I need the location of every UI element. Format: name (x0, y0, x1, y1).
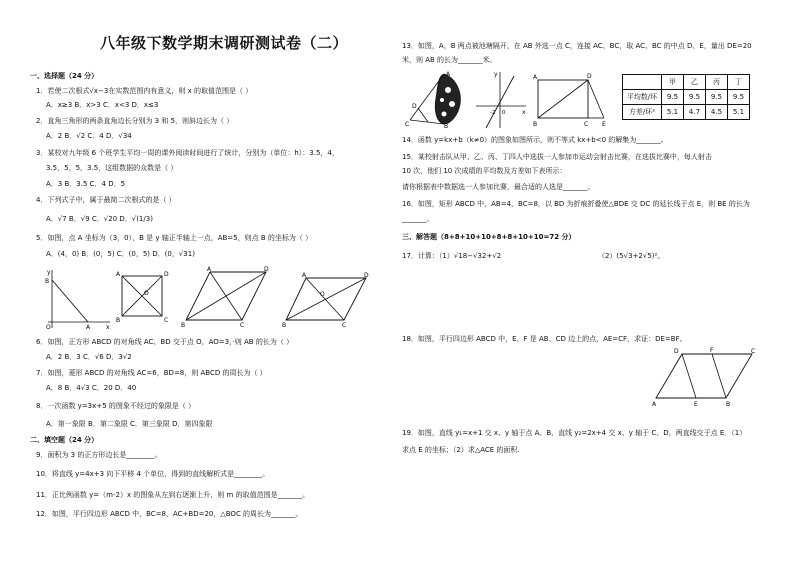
question-2-options: A．2 B．√2 C．4 D．√34 (46, 132, 132, 140)
label-y: y (47, 269, 51, 276)
table-row (623, 105, 750, 120)
question-7-options: A．8 B．4√3 C．20 D．40 (46, 384, 137, 392)
label-B: B (45, 278, 50, 285)
label-y: y (494, 71, 498, 78)
question-12: 12．如图，平行四边形 ABCD 中，BC=8，AC+BD=20，△BOC 的周长为_______。 (36, 510, 303, 518)
question-7: 7．如图，菱形 ABCD 的对角线 AC=6，BD=8，则 ABCD 的周长为（ ） (36, 369, 267, 377)
label-C: C (584, 121, 589, 128)
label-C: C (240, 322, 245, 328)
label-C: C (751, 348, 756, 355)
question-17-part-2: （2）(5√3+2√5)²。 (598, 252, 665, 260)
table-cell (623, 75, 662, 90)
table-cell: 5.1 (728, 105, 750, 120)
table-cell: 甲 (662, 75, 684, 90)
q18-parallelogram-diagram (652, 346, 762, 408)
label-D: D (587, 73, 592, 80)
question-8: 8．一次函数 y=3x+5 的图象不经过的象限是（ ） (36, 402, 196, 410)
question-1-options: A．x≥3 B．x>3 C．x<3 D．x≤3 (46, 101, 159, 109)
question-16-cont: _______。 (402, 215, 434, 223)
table-cell: 乙 (684, 75, 706, 90)
label-B: B (444, 123, 449, 128)
label-A: A (533, 74, 538, 81)
question-1: 1．若使二次根式√x−3在实数范围内有意义，则 x 的取值范围是（ ） (36, 87, 253, 95)
question-3: 3．某校对九年级 6 个班学生平均一周的课外阅读时间进行了统计，分别为（单位：h）：3.5，4， (36, 149, 339, 157)
table-cell: 5.1 (662, 105, 684, 120)
label-D: D (364, 272, 369, 279)
label-B: B (116, 317, 121, 324)
label-A: A (446, 71, 451, 78)
q6-square-diagram (114, 268, 170, 324)
question-5-options: A．(4，0) B．(0，5) C．(0，5) D．(0，√31) (46, 250, 195, 258)
page-title: 八年级下数学期末调研测试卷（二） (100, 34, 349, 52)
table-cell: 丁 (728, 75, 750, 90)
label-C: C (342, 322, 347, 328)
label-A: A (86, 324, 91, 331)
label-C: C (405, 121, 410, 128)
question-8-options: A．第一象限 B．第二象限 C．第三象限 D．第四象限 (46, 420, 213, 428)
question-16: 16．如图，矩形 ABCD 中，AB=4，BC=8，以 BD 为折痕折叠使△BDE 交 DC 的延长线于点 E，则 BE 的长为 (402, 200, 750, 208)
label-E: E (602, 121, 606, 128)
label-E: E (694, 401, 698, 408)
question-4-options: A．√7 B．√9 C．√20 D．√(1/3) (46, 215, 153, 223)
label-zero: 0 (502, 110, 506, 116)
label-A: A (207, 266, 212, 273)
question-19: 19．如图，直线 y₁=x+1 交 x、y 轴于点 A、B，直线 y₂=2x+4 交 x、y 轴于 C、D，两直线交于点 E．（1） (402, 429, 747, 437)
question-10: 10．将直线 y=4x+3 向下平移 4 个单位，得到的直线解析式是________。 (36, 470, 270, 478)
label-B: B (726, 401, 731, 408)
question-15-prompt: 请你根据表中数据选一人参加比赛，最合适的人选是_______。 (402, 183, 595, 191)
question-18: 18．如图，平行四边形 ABCD 中，E、F 是 AB、CD 边上的点，AE=CF，求证：DE=BF。 (402, 335, 687, 343)
question-15-cont: 10 次，他们 10 次成绩的平均数及方差如下表所示： (402, 167, 567, 175)
label-O: O (144, 290, 149, 297)
label-O: O (320, 291, 325, 298)
table-header-row (623, 75, 750, 90)
question-3-cont: 3.5，5，5，3.5，这组数据的众数是（ ） (46, 164, 178, 172)
question-6: 6．如图，正方形 ABCD 的对角线 AC、BD 交于点 O，AO=3，·则 AB 的长为（ ） (36, 338, 294, 346)
label-neg2: -2 (490, 110, 496, 116)
question-15: 15．某校射击队从甲、乙、丙、丁四人中选拔一人参加市运动会射击比赛，在选拔比赛中，每人射击 (402, 153, 712, 161)
table-cell: 9.5 (728, 90, 750, 105)
label-A: A (652, 401, 657, 408)
q14-line-graph (474, 70, 528, 130)
label-D: D (164, 271, 169, 278)
table-cell: 4.5 (706, 105, 728, 120)
table-cell: 9.5 (662, 90, 684, 105)
table-cell: 方差/环² (623, 105, 662, 120)
table-cell: 9.5 (706, 90, 728, 105)
label-B: B (282, 322, 287, 328)
label-D: D (674, 348, 679, 355)
question-11: 11．正比例函数 y=（m-2）x 的图象从左到右逐渐上升，则 m 的取值范围是_______。 (36, 491, 310, 499)
question-5: 5．如图，点 A 坐标为（3，0），B 是 y 轴正半轴上一点，AB=5，则点 B 的坐标为（ ） (36, 234, 313, 242)
section-fill: 二、填空题（24 分） (30, 436, 99, 444)
question-2: 2．直角三角形的两条直角边长分别为 3 和 5，则斜边长为（ ） (36, 117, 234, 125)
question-13-cont: 米，则 AB 的长为_______米。 (402, 56, 497, 64)
table-cell: 4.7 (684, 105, 706, 120)
table-cell: 平均数/环 (623, 90, 662, 105)
label-O: O (46, 324, 51, 331)
section-choice: 一、选择题（24 分） (30, 72, 99, 80)
question-3-options: A．3 B．3.5 C．4 D．5 (46, 180, 126, 188)
label-B: B (533, 121, 538, 128)
label-B: B (181, 322, 186, 328)
question-9: 9．面积为 3 的正方形边长是________。 (36, 451, 162, 459)
label-x: x (522, 109, 526, 116)
label-x: x (106, 324, 110, 331)
table-row (623, 90, 750, 105)
table-cell: 丙 (706, 75, 728, 90)
question-17-part-1: 17．计算：（1）√18−√32+√2 (402, 252, 502, 260)
q16-rectangle-diagram (532, 70, 612, 128)
label-F: F (710, 347, 714, 354)
shooting-stats-table (622, 74, 750, 120)
label-D: D (412, 103, 417, 110)
label-A: A (302, 272, 307, 279)
table-cell: 9.5 (684, 90, 706, 105)
label-A: A (116, 271, 121, 278)
question-13: 13．如图，A，B 两点被池塘隔开，在 AB 外选一点 C，连接 AC、BC，取 AC、BC 的中点 D、E，量出 DE=20 (402, 42, 752, 50)
question-19-cont: 求点 E 的坐标；（2）求△ACE 的面积. (402, 446, 520, 454)
label-D: D (264, 266, 269, 273)
q12-parallelogram-diagram (282, 272, 370, 328)
question-14: 14．函数 y=kx+b（k≠0）的图象如图所示，则不等式 kx+b<0 的解集为_______。 (402, 136, 668, 144)
q7-rhombus-diagram (180, 266, 272, 328)
label-C: C (164, 317, 169, 324)
section-solve: 三、解答题（8+8+10+10+8+8+10+10=72 分） (402, 233, 576, 241)
q13-pond-diagram (404, 70, 474, 128)
q5-axes-diagram (44, 266, 114, 332)
question-6-options: A．2 B．3 C．√6 D．3√2 (46, 353, 132, 361)
question-4: 4．下列式子中，属于最简二次根式的是（ ） (36, 196, 176, 204)
